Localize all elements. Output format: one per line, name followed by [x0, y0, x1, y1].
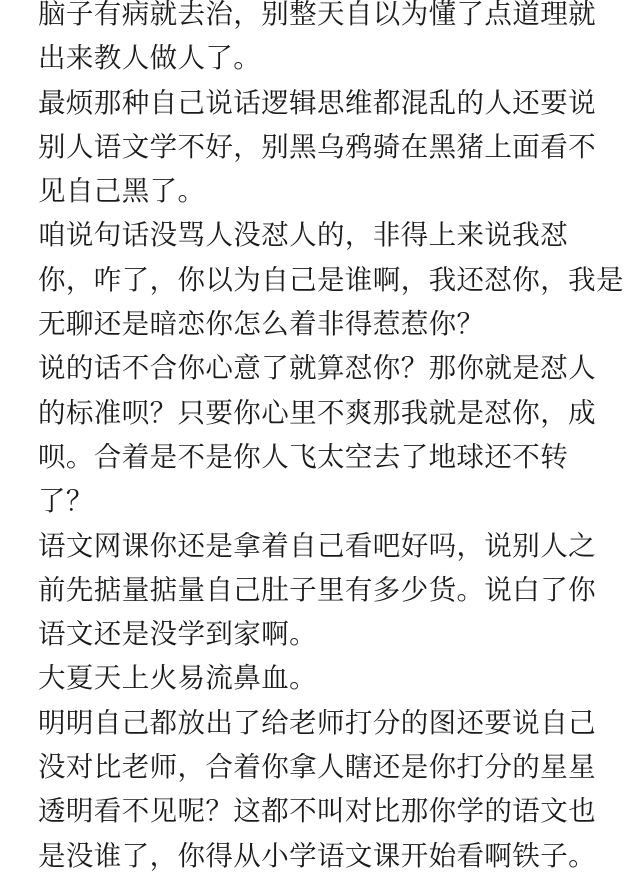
text-line: 呗。合着是不是你人飞太空去了地球还不转: [38, 440, 569, 473]
text-line: 见自己黑了。: [38, 175, 206, 208]
text-line: 出来教人做人了。: [38, 42, 262, 75]
text-line: 脑子有病就去治，别整天自以为懂了点道理就: [38, 0, 596, 30]
document-body: [38, 0, 624, 878]
text-line: 你，咋了，你以为自己是谁啊，我还怼你，我是: [38, 263, 624, 296]
text-line: 透明看不见呢？这都不叫对比那你学的语文也: [38, 795, 596, 828]
text-line: 是没谁了，你得从小学语文课开始看啊铁子。: [38, 839, 596, 872]
text-line: 最烦那种自己说话逻辑思维都混乱的人还要说: [38, 86, 596, 119]
text-line: 没对比老师，合着你拿人瞎还是你打分的星星: [38, 751, 596, 784]
text-line: 无聊还是暗恋你怎么着非得惹惹你？: [38, 308, 485, 341]
text-line: 前先掂量掂量自己肚子里有多少货。说白了你: [38, 573, 596, 606]
text-line: 的标准呗？只要你心里不爽那我就是怼你，成: [38, 396, 596, 429]
text-line: 语文还是没学到家啊。: [38, 618, 317, 651]
text-line: 大夏天上火易流鼻血。: [38, 662, 317, 695]
text-line: 别人语文学不好，别黑乌鸦骑在黑猪上面看不: [38, 130, 596, 163]
text-line: 明明自己都放出了给老师打分的图还要说自己: [38, 706, 596, 739]
text-line: 说的话不合你心意了就算怼你？那你就是怼人: [38, 352, 596, 385]
text-line: 了？: [38, 485, 94, 518]
text-line: 语文网课你还是拿着自己看吧好吗，说别人之: [38, 529, 596, 562]
text-line: 咱说句话没骂人没怼人的，非得上来说我怼: [38, 219, 569, 252]
